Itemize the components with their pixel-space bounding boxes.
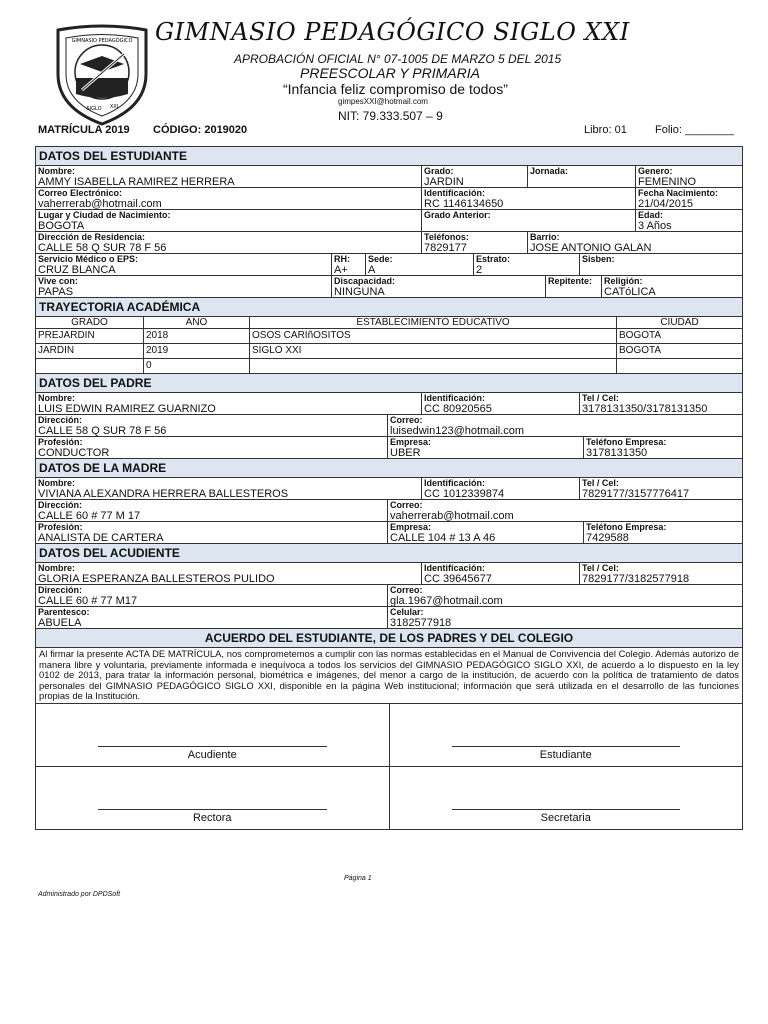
label: Nombre: <box>38 563 76 573</box>
label: Correo Electrónico: <box>38 188 123 198</box>
mother-address: CALLE 60 # 77 M 17 <box>38 510 141 521</box>
label: Grado Anterior: <box>424 210 491 220</box>
label: Teléfono Empresa: <box>586 522 667 532</box>
signature-line <box>98 746 327 747</box>
label: Sisben: <box>582 254 615 264</box>
table-cell: BOGOTA <box>619 345 662 356</box>
father-email: luisedwin123@hotmail.com <box>390 425 525 436</box>
label: Dirección de Residencia: <box>38 232 146 242</box>
guardian-phone: 7829177/3182577918 <box>582 573 690 584</box>
label: Dirección: <box>38 585 83 595</box>
agreement-text: Al firmar la presente ACTA DE MATRÍCULA, nos comprometemos a cumplir con las normas establecidas en el Manual de Convivencia del Colegio. Además autorizo de manera libre y voluntaria, previamente informada e inequívoca a todos los servicios del GIMNASIO PEDAGÓGICO SIGLO XXI, de acuerdo a lo dispuesto en la ley 0102 de 2013, para tratar la información personal, biométrica e imágenes, del menor a cargo de la institución, de acuerdo con la política de tratamiento de datos personales del GIMNASIO PEDAGÓGICO SIGLO XXI, disponible en la página Web institucional; información que será utilizada en el desarrollo de las funciones propias de la Institución. <box>36 648 742 704</box>
label: Empresa: <box>390 522 432 532</box>
table-cell <box>250 359 617 373</box>
table-row <box>36 359 742 374</box>
label: Dirección: <box>38 500 83 510</box>
label: RH: <box>334 254 350 264</box>
section-agreement: ACUERDO DEL ESTUDIANTE, DE LOS PADRES Y DEL COLEGIO <box>36 629 742 648</box>
student-birthdate: 21/04/2015 <box>638 198 694 209</box>
guardian-relationship: ABUELA <box>38 617 82 628</box>
student-religion: CATóLICA <box>604 286 656 297</box>
label: Nombre: <box>38 478 76 488</box>
table-row <box>36 329 742 344</box>
student-birthplace: BOGOTA <box>38 220 85 231</box>
table-cell <box>36 359 144 373</box>
guardian-email: gla.1967@hotmail.com <box>390 595 503 606</box>
section-guardian: DATOS DEL ACUDIENTE <box>36 544 742 563</box>
signature-estudiante <box>390 704 743 766</box>
father-phone: 3178131350/3178131350 <box>582 403 708 414</box>
label: Tel / Cel: <box>582 393 619 403</box>
father-name: LUIS EDWIN RAMIREZ GUARNIZO <box>38 403 216 414</box>
approval-text: APROBACIÓN OFICIAL N° 07-1005 DE MARZO 5 DEL 2015 <box>234 52 562 66</box>
table-cell: 2018 <box>144 329 250 343</box>
label: Profesión: <box>38 437 83 447</box>
student-neighborhood: JOSE ANTONIO GALAN <box>530 242 652 253</box>
label: Servicio Médico o EPS: <box>38 254 139 264</box>
label: Nombre: <box>38 166 76 176</box>
guardian-mobile: 3182577918 <box>390 617 452 628</box>
label: Identificación: <box>424 478 486 488</box>
label: Edad: <box>638 210 664 220</box>
section-trajectory: TRAYECTORIA ACADÉMICA <box>36 298 742 317</box>
mother-company-phone: 7429588 <box>586 532 629 543</box>
student-grade: JARDIN <box>424 176 464 187</box>
mother-company: CALLE 104 # 13 A 46 <box>390 532 496 543</box>
column-header: CIUDAD <box>660 317 699 328</box>
school-name: GIMNASIO PEDAGÓGICO SIGLO XXI <box>155 18 630 46</box>
mother-profession: ANALISTA DE CARTERA <box>38 532 164 543</box>
label: Correo: <box>390 500 423 510</box>
table-cell: 2019 <box>144 344 250 358</box>
signature-line <box>452 746 681 747</box>
crest-top-text: GIMNASIO PEDAGÓGICO <box>71 38 133 44</box>
signature-label: Secretaria <box>540 811 591 824</box>
label: Identificación: <box>424 393 486 403</box>
label: Fecha Nacimiento: <box>638 188 719 198</box>
label: Jornada: <box>530 166 569 176</box>
table-cell: JARDIN <box>36 344 144 358</box>
signature-line <box>98 809 327 810</box>
mother-id: CC 1012339874 <box>424 488 505 499</box>
student-gender: FEMENINO <box>638 176 697 187</box>
table-cell <box>617 359 742 373</box>
label: Religión: <box>604 276 643 286</box>
label: Discapacidad: <box>334 276 396 286</box>
school-email: gimpesXXI@hotmail.com <box>338 97 428 106</box>
label: Parentesco: <box>38 607 90 617</box>
label: Tel / Cel: <box>582 478 619 488</box>
matricula-label: MATRÍCULA 2019 <box>38 124 130 136</box>
student-age: 3 Años <box>638 220 672 231</box>
label: Teléfono Empresa: <box>586 437 667 447</box>
crest-bottom-text2: XXI <box>109 104 119 110</box>
section-mother: DATOS DE LA MADRE <box>36 459 742 478</box>
student-id: RC 1146134650 <box>424 198 504 209</box>
signature-secretaria <box>390 767 743 829</box>
table-cell: SIGLO XXI <box>250 344 617 358</box>
label: Genero: <box>638 166 673 176</box>
student-stratum: 2 <box>476 264 483 275</box>
student-disability: NINGUNA <box>334 286 385 297</box>
column-header: ESTABLECIMIENTO EDUCATIVO <box>250 317 617 328</box>
libro-label: Libro: 01 <box>584 124 627 136</box>
label: Nombre: <box>38 393 76 403</box>
guardian-address: CALLE 60 # 77 M17 <box>38 595 138 606</box>
label: Teléfonos: <box>424 232 469 242</box>
levels-text: PREESCOLAR Y PRIMARIA <box>300 65 480 81</box>
father-profession: CONDUCTOR <box>38 447 110 458</box>
section-father: DATOS DEL PADRE <box>36 374 742 393</box>
enrollment-form <box>35 146 743 830</box>
label: Empresa: <box>390 437 432 447</box>
label: Correo: <box>390 415 423 425</box>
label: Estrato: <box>476 254 511 264</box>
father-id: CC 80920565 <box>424 403 492 414</box>
father-address: CALLE 58 Q SUR 78 F 56 <box>38 425 167 436</box>
guardian-id: CC 39645677 <box>424 573 492 584</box>
mother-name: VIVIANA ALEXANDRA HERRERA BALLESTEROS <box>38 488 289 499</box>
mother-phone: 7829177/3157776417 <box>582 488 690 499</box>
student-email: vaherrerab@hotmail.com <box>38 198 162 209</box>
student-eps: CRUZ BLANCA <box>38 264 116 275</box>
table-cell: OSOS CARIñOSITOS <box>250 329 617 343</box>
student-campus: A <box>368 264 376 275</box>
label: Dirección: <box>38 415 83 425</box>
label: Profesión: <box>38 522 83 532</box>
label: Identificación: <box>424 188 486 198</box>
label: Sede: <box>368 254 393 264</box>
guardian-name: GLORIA ESPERANZA BALLESTEROS PULIDO <box>38 573 275 584</box>
signature-rectora <box>36 767 390 829</box>
signature-label: Estudiante <box>539 748 592 761</box>
student-lives-with: PAPAS <box>38 286 74 297</box>
signature-label: Rectora <box>192 811 232 824</box>
page-number: Página 1 <box>344 875 372 882</box>
motto-text: “Infancia feliz compromiso de todos” <box>283 81 508 97</box>
student-name: AMMY ISABELLA RAMIREZ HERRERA <box>38 176 235 187</box>
nit-text: NIT: 79.333.507 – 9 <box>338 109 443 123</box>
signature-label: Acudiente <box>187 748 237 761</box>
label: Tel / Cel: <box>582 563 619 573</box>
table-cell: 0 <box>144 359 250 373</box>
column-header: AÑO <box>144 317 250 328</box>
label: Grado: <box>424 166 454 176</box>
label: Lugar y Ciudad de Nacimiento: <box>38 210 171 220</box>
mother-email: vaherrerab@hotmail.com <box>390 510 514 521</box>
signature-acudiente <box>36 704 390 766</box>
admin-credit: Administrado por DPDSoft <box>38 891 121 898</box>
student-address: CALLE 58 Q SUR 78 F 56 <box>38 242 167 253</box>
label: Barrio: <box>530 232 560 242</box>
table-cell: BOGOTA <box>619 330 662 341</box>
table-cell: PREJARDIN <box>36 329 144 343</box>
student-rh: A+ <box>334 264 348 275</box>
school-crest <box>52 22 152 126</box>
father-company-phone: 3178131350 <box>586 447 648 458</box>
label: Repitente: <box>548 276 593 286</box>
label: Vive con: <box>38 276 78 286</box>
father-company: UBER <box>390 447 421 458</box>
table-row <box>36 344 742 359</box>
folio-label: Folio: ________ <box>655 124 734 136</box>
column-header: GRADO <box>36 317 144 328</box>
student-phone: 7829177 <box>424 242 467 253</box>
codigo-label: CÓDIGO: 2019020 <box>153 124 248 136</box>
label: Correo: <box>390 585 423 595</box>
label: Identificación: <box>424 563 486 573</box>
label: Celular: <box>390 607 424 617</box>
signature-line <box>452 809 681 810</box>
crest-bottom-text: SIGLO <box>86 106 102 112</box>
section-student: DATOS DEL ESTUDIANTE <box>36 147 742 166</box>
